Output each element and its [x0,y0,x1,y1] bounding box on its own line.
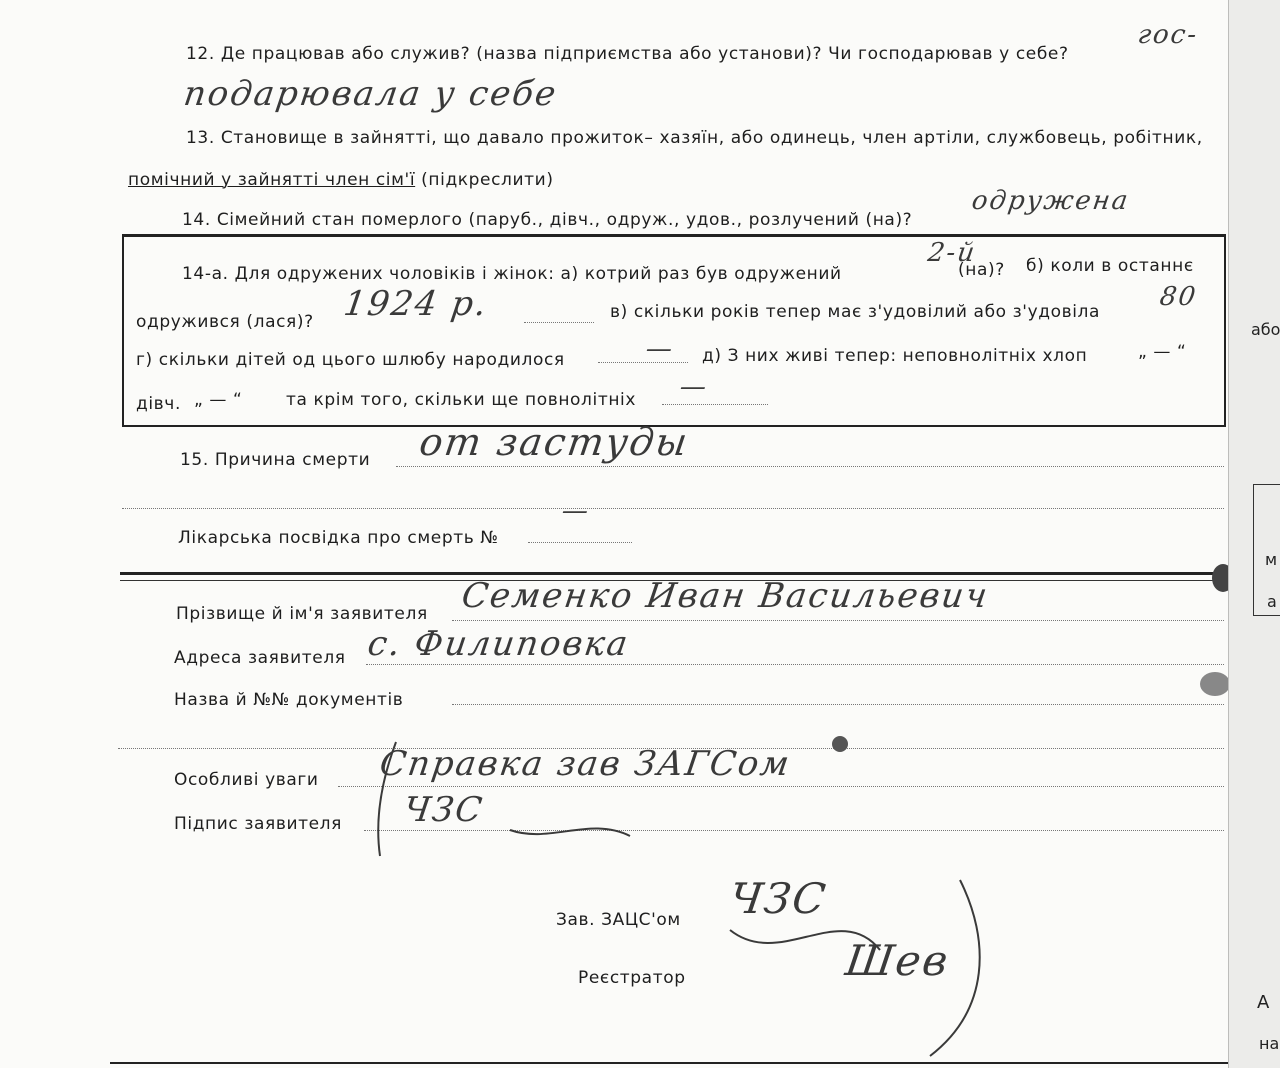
q14a-answer-boys: „ — “ [1138,342,1187,362]
applicant-name-label: Прізвище й ім'я заявителя [176,604,428,624]
right-page-box [1253,484,1280,616]
applicant-name-value: Семенко Иван Васильевич [459,576,992,616]
paper-stain-2 [1200,672,1228,696]
q14a-line4-a: дівч. [136,394,181,414]
q14a-line1-na: (на)? [958,260,1005,280]
q14a-answer-adults: — [677,372,711,402]
ink-blot [832,736,848,752]
head-registry-label: Зав. ЗАЦС'ом [556,910,681,930]
official-signatures-scribble [690,860,1010,1060]
q14a-line4-b: та крім того, скільки ще повнолітніх [286,390,637,410]
right-page-fragment-3: а [1267,592,1277,611]
q14a-answer-children: — [643,334,677,364]
q13-instruction: (підкреслити) [421,170,554,190]
q14a-line2-b: в) скільки років тепер має з'удовілий або з'удовіла [610,302,1101,322]
q12-label: 12. Де працював або служив? (назва підприємства або установи)? Чи господарював у себе? [186,44,1069,64]
medical-certificate-line [528,542,632,543]
q15-continuation-line [122,508,1224,509]
q14a-line1-b: б) коли в останнє [1026,256,1194,276]
registrar-label: Реєстратор [578,968,686,988]
applicant-address-label: Адреса заявителя [174,648,346,668]
q14a-line1-a: 14-а. Для одружених чоловіків і жінок: а) котрий раз був одружений [182,264,842,284]
applicant-signature-label: Підпис заявителя [174,814,342,834]
bottom-rule [110,1062,1228,1064]
medical-certificate-label: Лікарська посвідка про смерть № [178,528,499,548]
q14a-adults-dots [662,404,768,405]
paper-stain [1212,564,1228,592]
head-registry-signature: ЧЗС [726,874,831,923]
q12-answer-part1: гос- [1135,20,1201,50]
q14a-answer-year: 1924 р. [341,284,491,324]
q13-label: 13. Становище в зайнятті, що давало прожиток– хазяїн, або одинець, член артіли, службовець, робітник, [186,128,1203,148]
applicant-documents-label: Назва й №№ документів [174,690,404,710]
applicant-signature-scribble [360,734,660,864]
registrar-signature: Шев [842,936,953,985]
q15-answer-line [396,466,1224,467]
section-divider-thick [120,572,1226,575]
q13-underlined-option: помічний у зайнятті член сім'ї [128,170,416,190]
q14a-answer-age: 80 [1157,282,1200,312]
q14a-answer-times: 2-й [925,238,979,268]
right-page-fragment-2: м [1265,550,1278,569]
right-page-fragment-5: на [1259,1034,1280,1053]
q15-label: 15. Причина смерти [180,450,371,470]
q14a-line3-b: д) З них живі тепер: неповнолітніх хлоп [702,346,1088,366]
q14a-line2-a: одружився (лася)? [136,312,314,332]
right-page-fragment-4: А [1257,992,1270,1013]
q14-label: 14. Сімейний стан померлого (паруб., дівч., одруж., удов., розлучений (на)? [182,210,913,230]
right-page-fragment-1: або [1251,320,1280,339]
applicant-signature-value: ЧЗС [401,790,487,830]
applicant-documents-line [452,704,1224,705]
q14a-answer-girls: „ — “ [194,390,243,410]
q14a-line3-a: г) скільки дітей од цього шлюбу народилося [136,350,565,370]
applicant-address-value: с. Филиповка [365,624,632,664]
q14a-year-dots [524,322,594,323]
q15-answer: от застуды [416,420,692,464]
medical-certificate-answer: — [559,496,593,526]
special-notes-value: Справка зав ЗАГСом [377,744,794,784]
q12-answer-part2: подарювала у себе [181,74,561,114]
applicant-name-line [452,620,1224,621]
applicant-address-line [366,664,1224,665]
q14-answer: одружена [969,186,1132,216]
special-notes-label: Особливі уваги [174,770,319,790]
q13-line2 [128,170,554,190]
adjacent-page-edge [1228,0,1280,1068]
